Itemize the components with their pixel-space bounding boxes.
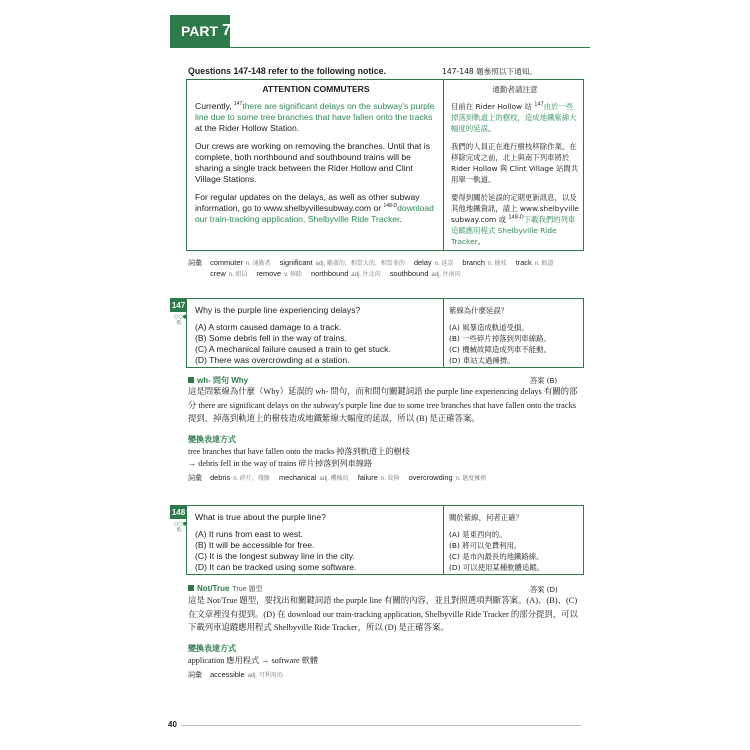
notice-zh-paragraph-1: 目前在 Rider Hollow 站 $^{147}$由於一些掉落到軌道上的樹枝，造成地鐵紫線大幅度的延誤。 [451, 101, 577, 133]
notice-english [195, 84, 437, 232]
questions-intro-zh: 147-148 題參照以下通知。 [442, 67, 537, 76]
question-type-heading: Not/True True 題型 [188, 584, 263, 594]
difficulty-indicator: ○○● 低 [174, 314, 188, 326]
difficulty-indicator: ○○● 低 [174, 521, 188, 533]
option-c: (C) A mechanical failure caused a train to get stuck. [195, 344, 391, 354]
question-chinese [449, 305, 579, 366]
notice-title-zh: 通勤者請注意 [492, 85, 538, 94]
option-d: (D) There was overcrowding at a station. [195, 355, 350, 365]
page-number: 40 [168, 720, 177, 729]
question-stem: Why is the purple line experiencing delays? [195, 305, 361, 315]
option-b-zh: (B) 將可以免費利用。 [449, 541, 522, 550]
question-stem-zh: 紫線為什麼延誤？ [449, 306, 509, 315]
notice-zh-paragraph-3: 要得到關於延誤的定期更新訊息，以及其他地鐵資訊，請上 www.shelbyville subway.com 或 $^{148-D}$下載我們的列車追蹤應用程式 Shelbyville Ride Tracker。 [451, 193, 579, 246]
notice-paragraph-2: Our crews are working on removing the branches. Until that is complete, both northbound and southbound trains will be sharing a single track between the Rider Hollow and Clint Village Stations. [195, 141, 430, 184]
vocab-list-2: 詞彙 debris n. 碎片，殘骸 mechanical adj. 機械的 failure n. 故障 overcrowding n. 過度擁擠 [188, 473, 487, 482]
option-c-zh: (C) 機械故障造成列車不能動。 [449, 345, 551, 354]
notice-paragraph-3: For regular updates on the delays, as well as other subway information, go to www.shelbyvillesubway.com or $^{148-D}$download our train-tracking application, Shelbyville Ride Tracker. [195, 192, 434, 224]
notice-paragraph-1: Currently, $^{147}$there are significant delays on the subway's purple line due to some tree branches that have fallen onto the tracks at the Rider Hollow Station. [195, 101, 435, 133]
question-number-148: 148 [170, 505, 187, 519]
notice-zh-paragraph-2: 我們的人員正在進行樹枝移除作業。在移除完成之前，北上與南下列車將於 Rider Hollow 與 Clint Village 站間共用單一軌道。 [451, 142, 579, 184]
option-a-zh: (A) 風暴造成軌道受損。 [449, 323, 529, 332]
question-english [195, 305, 439, 366]
question-number-147: 147 [170, 298, 187, 312]
part-number: 7 [222, 22, 231, 39]
square-bullet-icon [188, 585, 194, 591]
question-chinese [449, 512, 579, 573]
option-a: (A) It runs from east to west. [195, 529, 303, 539]
part-tab [170, 15, 230, 47]
paraphrase-heading: 變換表達方式 [188, 435, 236, 444]
question-stem: What is true about the purple line? [195, 512, 326, 522]
option-a: (A) A storm caused damage to a track. [195, 322, 342, 332]
notice-divider [443, 80, 444, 250]
question-stem-zh: 關於紫線，何者正確？ [449, 513, 523, 522]
option-b: (B) It will be accessible for free. [195, 540, 315, 550]
question-type-heading: wh- 問句 Why [188, 375, 248, 386]
explanation-text: 這是問紫線為什麼（Why）延誤的 wh- 問句，而和問句關鍵詞語 the purple line experiencing delays 有關的部分 there are significant delays on the subway's purple line due to some tree branches that have fallen onto the tracks 提到，掉落到軌道上的樹枝造成地鐵紫線大幅度的延誤，所以 (B) 是正確答案。 [188, 387, 578, 423]
question-box-147 [186, 298, 584, 368]
option-d-zh: (D) 可以使用某種軟體追蹤。 [449, 563, 545, 572]
questions-intro: Questions 147-148 refer to the following notice. [188, 66, 386, 76]
question-english [195, 512, 439, 573]
option-b: (B) Some debris fell in the way of trains. [195, 333, 347, 343]
option-d: (D) It can be tracked using some software. [195, 562, 357, 572]
paraphrase-text: application 應用程式 → software 軟體 [188, 656, 319, 665]
notice-box [186, 79, 584, 251]
paraphrase-heading: 變換表達方式 [188, 644, 236, 653]
option-d-zh: (D) 車站太過擁擠。 [449, 356, 515, 365]
vocab-list-1: 詞彙 commuter n. 通勤者 significant adj. 顯著的，相當大的，相當多的 delay n. 延誤 branch n. 樹枝 track n. 軌道 crew n. 組員 remove v. 移除 northbound adj. 往北的 southbound adj. 往南的 [188, 258, 554, 278]
square-bullet-icon [188, 377, 194, 383]
answer-label: 答案 (B) [530, 376, 558, 385]
notice-chinese [451, 84, 579, 254]
question-divider [443, 299, 444, 367]
vocab-list-3: 詞彙 accessible adj. 可利用的 [188, 670, 283, 679]
option-c: (C) It is the longest subway line in the city. [195, 551, 355, 561]
footer-rule [181, 725, 581, 726]
paraphrase-text: tree branches that have fallen onto the tracks 掉落到軌道上的樹枝 → debris fell in the way of trains 碎片掉落到列車線路 [188, 447, 410, 468]
option-c-zh: (C) 是市內最長的地鐵路線。 [449, 552, 544, 561]
option-a-zh: (A) 是東西向的。 [449, 530, 507, 539]
question-divider [443, 506, 444, 574]
explanation-text: 這是 Not/True 題型，要找出和關鍵詞語 the purple line 有關的內容，並且對照選項判斷答案。(A)、(B)、(C) 在文章裡沒有提到。(D) 在 download our train-tracking application, Shelbyville Ride Tracker 的部分提到，可以下載列車追蹤應用程式 Shelbyville Ride Tracker，所以 (D) 是正確答案。 [188, 596, 578, 632]
part-label: PART [181, 23, 219, 39]
question-box-148 [186, 505, 584, 575]
notice-title: ATTENTION COMMUTERS [262, 84, 370, 94]
option-b-zh: (B) 一些碎片掉落到列車線路。 [449, 334, 551, 343]
header-rule [170, 47, 590, 48]
answer-label: 答案 (D) [530, 585, 558, 594]
